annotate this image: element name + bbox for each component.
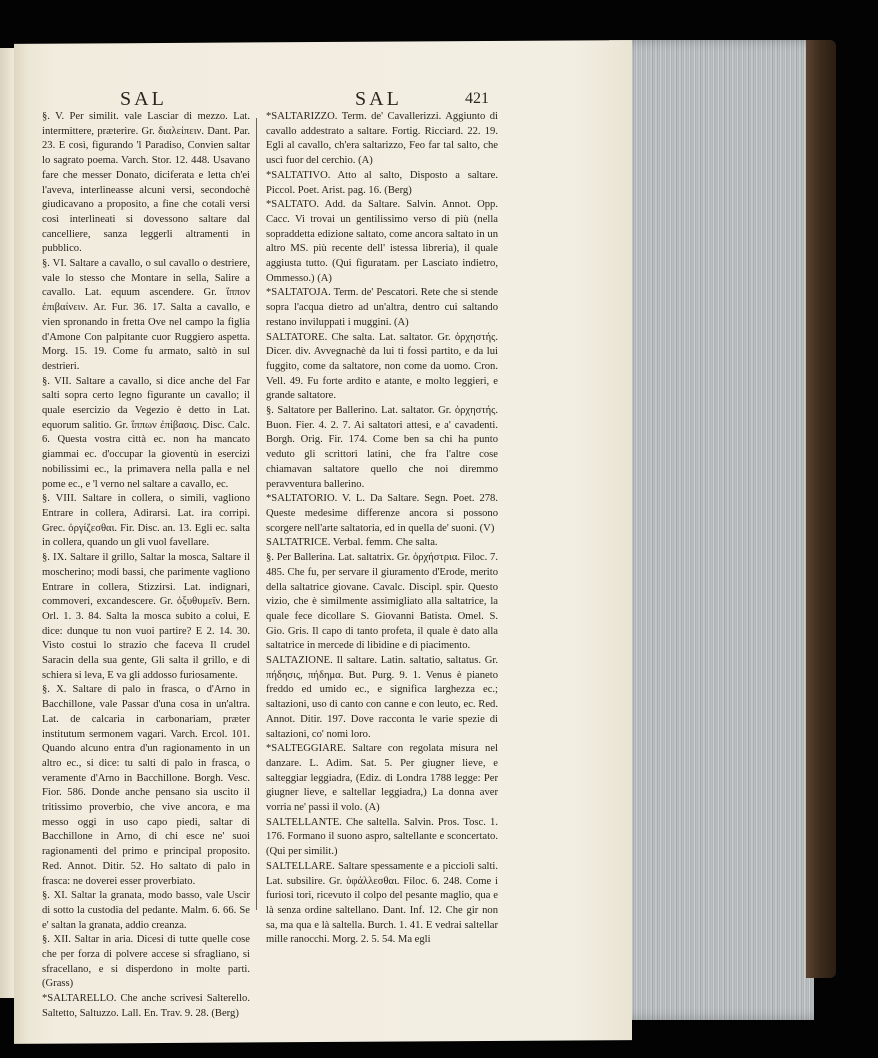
previous-page-edge [0, 48, 14, 998]
entry-paragraph: §. Per Ballerina. Lat. saltatrix. Gr. ὀρχήστρια. Filoc. 7. 485. Che fu, per servare il giuramento d'Erode, merito della saltatrice giovane. Cavalc. Discipl. spir. Questo vizio, che è similmente assimigliato alla saltatrice, la quale fece dicollare S. Giovanni Batista. Omel. S. Gio. Gris. Il capo di tanto profeta, il quale è dato alla saltatrice in mercede di libidine e di piacimento. [266, 552, 498, 652]
left-running-head: SAL [120, 88, 167, 110]
entry-paragraph: §. IX. Saltare il grillo, Saltar la mosca, Saltare il moscherino; modi bassi, che parimente vagliono Entrare in collera, Stizzirsi. Lat. indignari, commoveri, excandescere. Gr. ὀξυθυμεῖν. Bern. Orl. 1. 3. 84. Salta la mosca subito a colui, E dice: dunque tu non vuoi partire? E 2. 14. 30. Visto costui lo strazio che faceva Il crudel Saracin della sua gente, Gli salta il grillo, e di schiera si leva, E va gli addosso furiosamente. [42, 552, 250, 681]
entry-paragraph: *SALTARIZZO. Term. de' Cavallerizzi. Aggiunto di cavallo addestrato a saltare. Fortig. Ricciard. 22. 19. Egli al cavallo, ch'era saltarizzo, Feo far tal salto, che uscì fuor del cerchio. (A) [266, 111, 498, 167]
entry-paragraph: §. Saltatore per Ballerino. Lat. saltator. Gr. ὀρχηστής. Buon. Fier. 4. 2. 7. Ai saltatori attesi, e a' cavadenti. Borgh. Orig. Fir. 174. Come ben sa chi ha punto veduto gli scrittori latini, che fra l'altre cose chiamavan saltatore quello che noi diremmo peravventura ballerino. [266, 405, 498, 490]
entry-paragraph: SALTATORE. Che salta. Lat. saltator. Gr. ὀρχηστής. Dicer. div. Avvegnachè da lui ti fossi partito, e da lui fuggito, come da saltatore, non come da uomo. Cron. Vell. 49. Fu forte ardito e atante, e molto leggieri, e grande saltatore. [266, 331, 498, 402]
entry-paragraph: §. X. Saltare di palo in frasca, o d'Arno in Bacchillone, vale Passar d'una cosa in un'altra. Lat. de calcaria in carbonariam, præter institutum sermonem vagari. Varch. Ercol. 101. Quando alcuno entra d'un ragionamento in un altro ec., si dice: tu salti di palo in frasca, o veramente d'Arno in Bacchillone. Borgh. Vesc. Fior. 586. Donde anche pensano sia uscito il tritissimo proverbio, che vive ancora, e ma messo oggi in uso capo piedi, saltar di Bacchillone in Arno, di chi esce ne' suoi ragionamenti del primo e principal proposito. Red. Annot. Ditir. 52. Ho saltato di palo in frasca: ne doverei esser proverbiato. [42, 684, 250, 887]
entry-paragraph: §. XII. Saltar in aria. Dicesi di tutte quelle cose che per forza di polvere accese si sfragliano, si sfracellano, e si disperdono in molte parti. (Grass) [42, 934, 250, 990]
entry-paragraph: *SALTATIVO. Atto al salto, Disposto a saltare. Piccol. Poet. Arist. pag. 16. (Berg) [266, 169, 498, 196]
entry-paragraph: SALTAZIONE. Il saltare. Latin. saltatio, saltatus. Gr. πήδησις, πήδημα. But. Purg. 9. 1. Venus è pianeto freddo ed umido ec., e significa larghezza ec.; saltazioni, uso di canto con canne e con leuto, ec. Red. Annot. Ditir. 197. Dove racconta le varie spezie di saltazioni, co' nomi loro. [266, 655, 498, 740]
entry-paragraph: SALTATRICE. Verbal. femm. Che salta. [266, 537, 438, 549]
entry-paragraph: §. VIII. Saltare in collera, o simili, vagliono Entrare in collera, Adirarsi. Lat. ira corripi. Grec. ὀργίζεσθαι. Fir. Disc. an. 13. Egli ec. salta in collera, quando un gli vuol favellare. [42, 493, 250, 549]
page-block-edge [609, 40, 814, 1020]
entry-paragraph: SALTELLANTE. Che saltella. Salvin. Pros. Tosc. 1. 176. Formano il suono aspro, saltellante e sconcertato. (Qui per similit.) [266, 816, 498, 858]
entry-paragraph: *SALTEGGIARE. Saltare con regolata misura nel danzare. L. Adim. Sat. 5. Per giugner lieve, e salteggiar leggiadra, (Ediz. di Londra 1788 legge: Per giugner lieve, e saltellar leggiadra,) La donna aver vorria ne' passi il volo. (A) [266, 743, 498, 814]
left-column [42, 110, 250, 1022]
entry-paragraph: *SALTATOJA. Term. de' Pescatori. Rete che si stende sopra l'acqua dietro ad un'altra, dentro cui saltando restano inviluppati i muggini. (A) [266, 287, 498, 328]
entry-paragraph: §. V. Per similit. vale Lasciar di mezzo. Lat. intermittere, præterire. Gr. διαλείπειν. Dant. Par. 23. E così, figurando 'l Paradiso, Convien saltar lo sagrato poema. Varch. Stor. 12. 448. Usavano fare che messer Donato, diciferata e letta ch'ei l'aveva, interlineasse alcuni versi, secondochè giudicavano a proposito, a fine che cotali versi così interlineati si dovessono saltare dal cancelliere, sanza leggerli altramenti in pubblico. [42, 111, 250, 255]
entry-paragraph: §. VII. Saltare a cavallo, si dice anche del Far salti sopra certo legno figurante un cavallo; il quale esercizio da Vegezio è detto in Lat. equorum salitio. Gr. ἵππων ἐπίβασις. Disc. Calc. 6. Questa vostra città ec. non ha mancato giammai ec. d'occupar la gioventù in esercizi nobilissimi ec., la primavera nella palla e nel pome ec., e 'l verno nel saltare a cavallo, ec. [42, 375, 250, 490]
entry-paragraph: §. XI. Saltar la granata, modo basso, vale Uscir di sotto la custodia del pedante. Malm. 6. 66. Se e' saltan la granata, addio creanza. [42, 890, 250, 931]
entry-paragraph: *SALTATO. Add. da Saltare. Salvin. Annot. Opp. Cacc. Vi trovai un gentilissimo verso di più (nella sopraddetta edizione saltato, come ancora saltato in un altro MS. più recente dell' istessa libreria), il quale aggiusta tutto. (Qui figuratam. per Lasciato indietro, Ommesso.) (A) [266, 199, 498, 284]
entry-paragraph: *SALTARELLO. Che anche scrivesi Salterello. Saltetto, Saltuzzo. Lall. En. Trav. 9. 28. (Berg) [42, 993, 250, 1019]
column-divider [256, 118, 257, 910]
right-running-head: SAL [355, 88, 402, 110]
book-cover-edge [806, 40, 836, 978]
entry-paragraph: SALTELLARE. Saltare spessamente e a piccioli salti. Lat. subsilire. Gr. ὑφάλλεσθαι. Filoc. 6. 248. Come i furiosi tori, ricevuto il colpo del pesante maglio, qua e là senza ordine saltellano. Dant. Inf. 12. Che gir non sa, ma qua e là saltella. Burch. 1. 41. E vedrai saltellar mille ranocchi. Morg. 2. 5. 54. Ma egli [266, 860, 498, 946]
right-column [266, 110, 498, 948]
page-number: 421 [465, 90, 489, 107]
entry-paragraph: §. VI. Saltare a cavallo, o sul cavallo o destriere, vale lo stesso che Montare in sella, Salire a cavallo. Lat. equum ascendere. Gr. ἵππον ἐπιβαίνειν. Ar. Fur. 36. 17. Salta a cavallo, e vien spronando in fretta Ove nel campo la figlia d'Amone Con palpitante cuor Ruggiero aspetta. Morg. 15. 19. Come fu armato, saltò in sul destrieri. [42, 258, 250, 372]
entry-paragraph: *SALTATORIO. V. L. Da Saltare. Segn. Poet. 278. Queste medesime differenze ancora si possono scorgere nell'arte saltatoria, ed in quella de' suoni. (V) [266, 493, 498, 534]
